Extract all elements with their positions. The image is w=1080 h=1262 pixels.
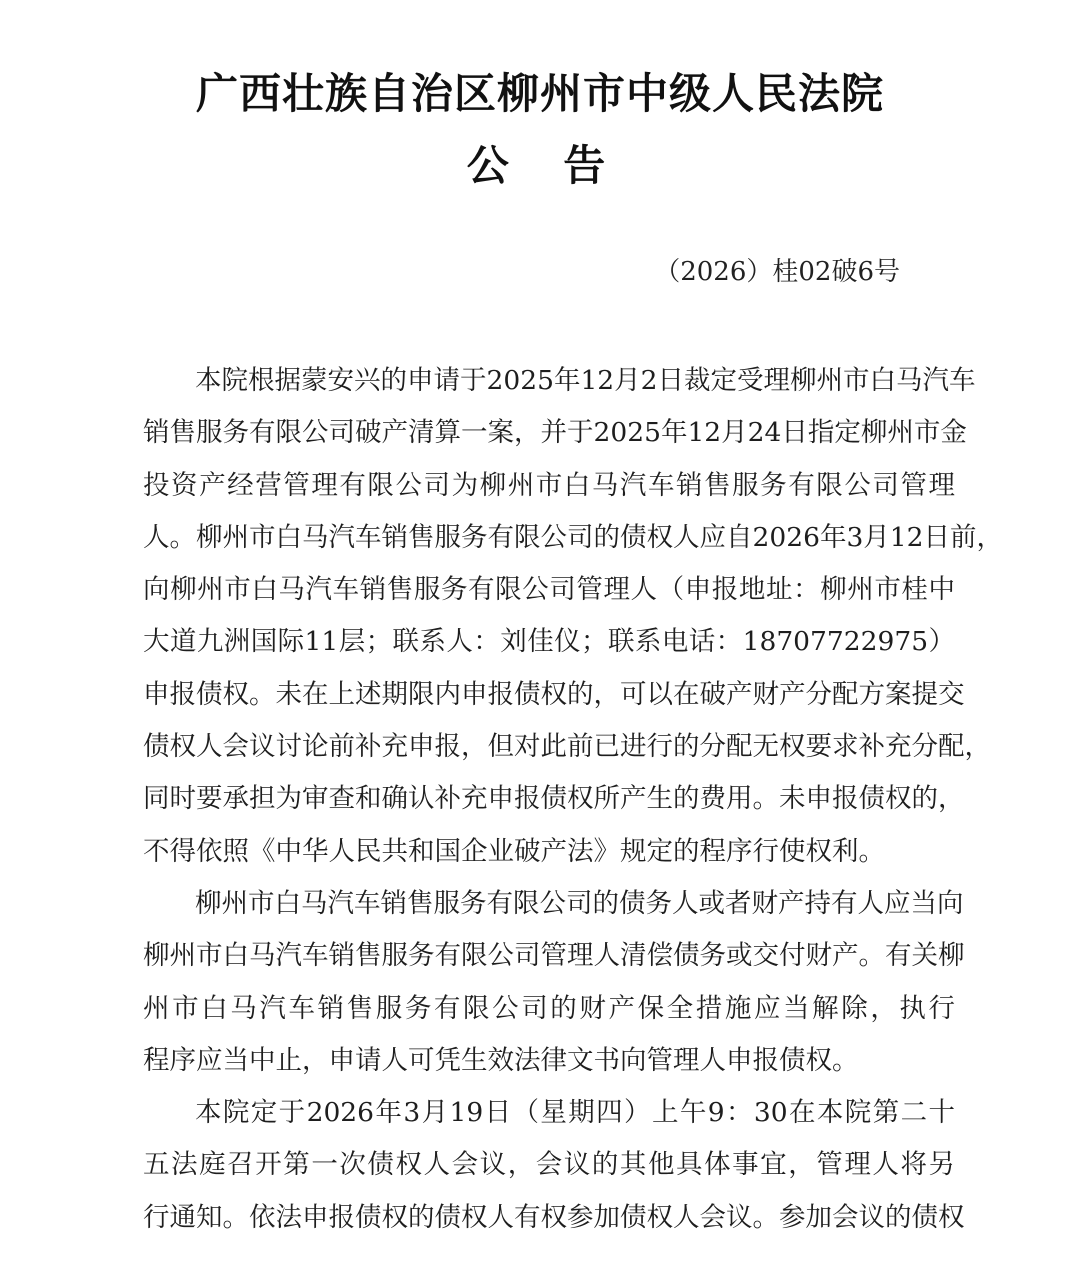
body-line: 同时要承担为审查和确认补充申报债权所产生的费用。未申报债权的，	[143, 783, 965, 815]
body-line: 向柳州市白马汽车销售服务有限公司管理人（申报地址：柳州市桂中	[143, 574, 955, 606]
body-line: 本院根据蒙安兴的申请于2025年12月2日裁定受理柳州市白马汽车	[195, 365, 976, 396]
notice-title: 公 告	[466, 141, 626, 190]
body-line: 人。柳州市白马汽车销售服务有限公司的债权人应自2026年3月12日前，	[143, 521, 1004, 553]
body-line: 柳州市白马汽车销售服务有限公司管理人清偿债务或交付财产。有关柳	[143, 940, 965, 972]
body-line: 债权人会议讨论前补充申报，但对此前已进行的分配无权要求补充分配，	[143, 731, 991, 763]
body-line: 行通知。依法申报债权的债权人有权参加债权人会议。参加会议的债权	[143, 1201, 965, 1233]
body-line: 本院定于2026年3月19日（星期四）上午9：30在本院第二十	[195, 1097, 955, 1129]
body-line: 大道九洲国际11层；联系人：刘佳仪；联系电话：18707722975）	[143, 626, 955, 658]
notice-body	[143, 355, 1004, 1244]
body-line: 州市白马汽车销售服务有限公司的财产保全措施应当解除，执行	[143, 992, 955, 1024]
body-line: 申报债权。未在上述期限内申报债权的，可以在破产财产分配方案提交	[143, 678, 965, 710]
body-line: 销售服务有限公司破产清算一案，并于2025年12月24日指定柳州市金	[143, 417, 967, 449]
court-name-heading: 广西壮族自治区柳州市中级人民法院	[195, 69, 884, 118]
body-line: 柳州市白马汽车销售服务有限公司的债务人或者财产持有人应当向	[195, 887, 964, 919]
body-line: 程序应当中止，申请人可凭生效法律文书向管理人申报债权。	[143, 1044, 859, 1076]
body-line: 不得依照《中华人民共和国企业破产法》规定的程序行使权利。	[143, 835, 885, 867]
body-line: 五法庭召开第一次债权人会议，会议的其他具体事宜，管理人将另	[143, 1149, 955, 1181]
body-line: 投资产经营管理有限公司为柳州市白马汽车销售服务有限公司管理	[143, 469, 955, 501]
case-number: （2026）桂02破6号	[654, 257, 900, 287]
